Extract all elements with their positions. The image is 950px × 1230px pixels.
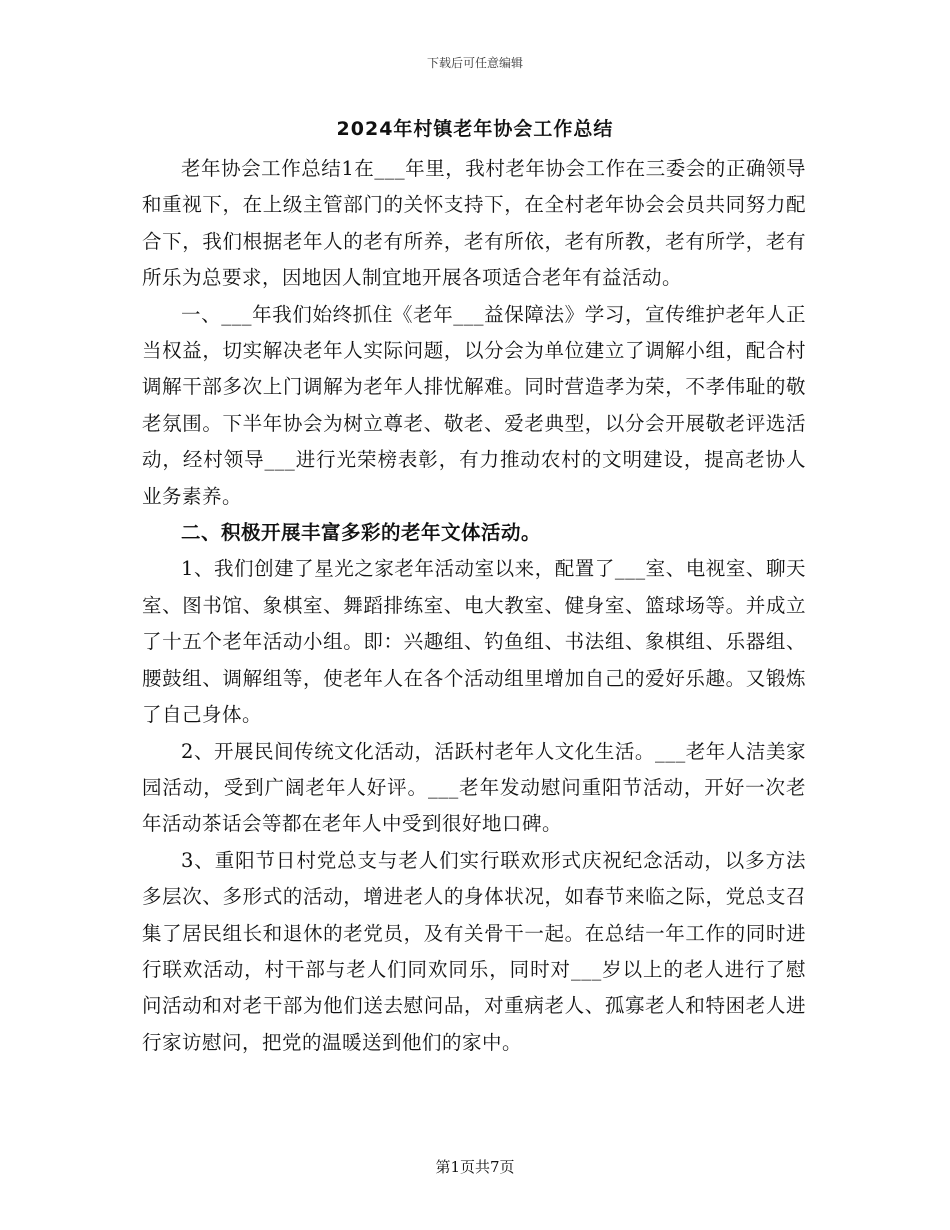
paragraph-item-1: 1、我们创建了星光之家老年活动室以来，配置了___室、电视室、聊天室、图书馆、象棋室、舞蹈排练室、电大教室、健身室、篮球场等。并成立了十五个老年活动小组。即：兴趣组、钓鱼组、书法组、象棋组、乐器组、腰鼓组、调解组等，使老年人在各个活动组里增加自己的爱好乐趣。又锻炼了自己身体。 xyxy=(142,557,806,727)
document-body xyxy=(142,151,806,1061)
paragraph-intro: 老年协会工作总结1在___年里，我村老年协会工作在三委会的正确领导和重视下，在上级主管部门的关怀支持下，在全村老年协会会员共同努力配合下，我们根据老年人的老有所养，老有所依，老有所教，老有所学，老有所乐为总要求，因地因人制宜地开展各项适合老年有益活动。 xyxy=(142,157,806,290)
page-footer: 第1页共7页 xyxy=(435,1158,515,1176)
paragraph-item-2: 2、开展民间传统文化活动，活跃村老年人文化生活。___老年人洁美家园活动，受到广阔老年人好评。___老年发动慰问重阳节活动，开好一次老年活动茶话会等都在老年人中受到很好地口碑。 xyxy=(142,739,806,836)
header-note: 下载后可任意编辑 xyxy=(426,56,523,70)
paragraph-item-3: 3、重阳节日村党总支与老人们实行联欢形式庆祝纪念活动，以多方法多层次、多形式的活动，增进老人的身体状况，如春节来临之际，党总支召集了居民组长和退休的老党员，及有关骨干一起。在总结一年工作的同时进行联欢活动，村干部与老人们同欢同乐，同时对___岁以上的老人进行了慰问活动和对老干部为他们送去慰问品，对重病老人、孤寡老人和特困老人进行家访慰问，把党的温暖送到他们的家中。 xyxy=(142,848,806,1054)
section-heading-2: 二、积极开展丰富多彩的老年文体活动。 xyxy=(181,521,542,545)
document-title: 2024年村镇老年协会工作总结 xyxy=(336,118,614,140)
paragraph-section-1: 一、___年我们始终抓住《老年___益保障法》学习，宣传维护老年人正当权益，切实解决老年人实际问题，以分会为单位建立了调解小组，配合村调解干部多次上门调解为老年人排忧解难。同时营造孝为荣，不孝伟耻的敬老氛围。下半年协会为树立尊老、敬老、爱老典型，以分会开展敬老评选活动，经村领导___进行光荣榜表彰，有力推动农村的文明建设，提高老协人业务素养。 xyxy=(142,302,806,508)
